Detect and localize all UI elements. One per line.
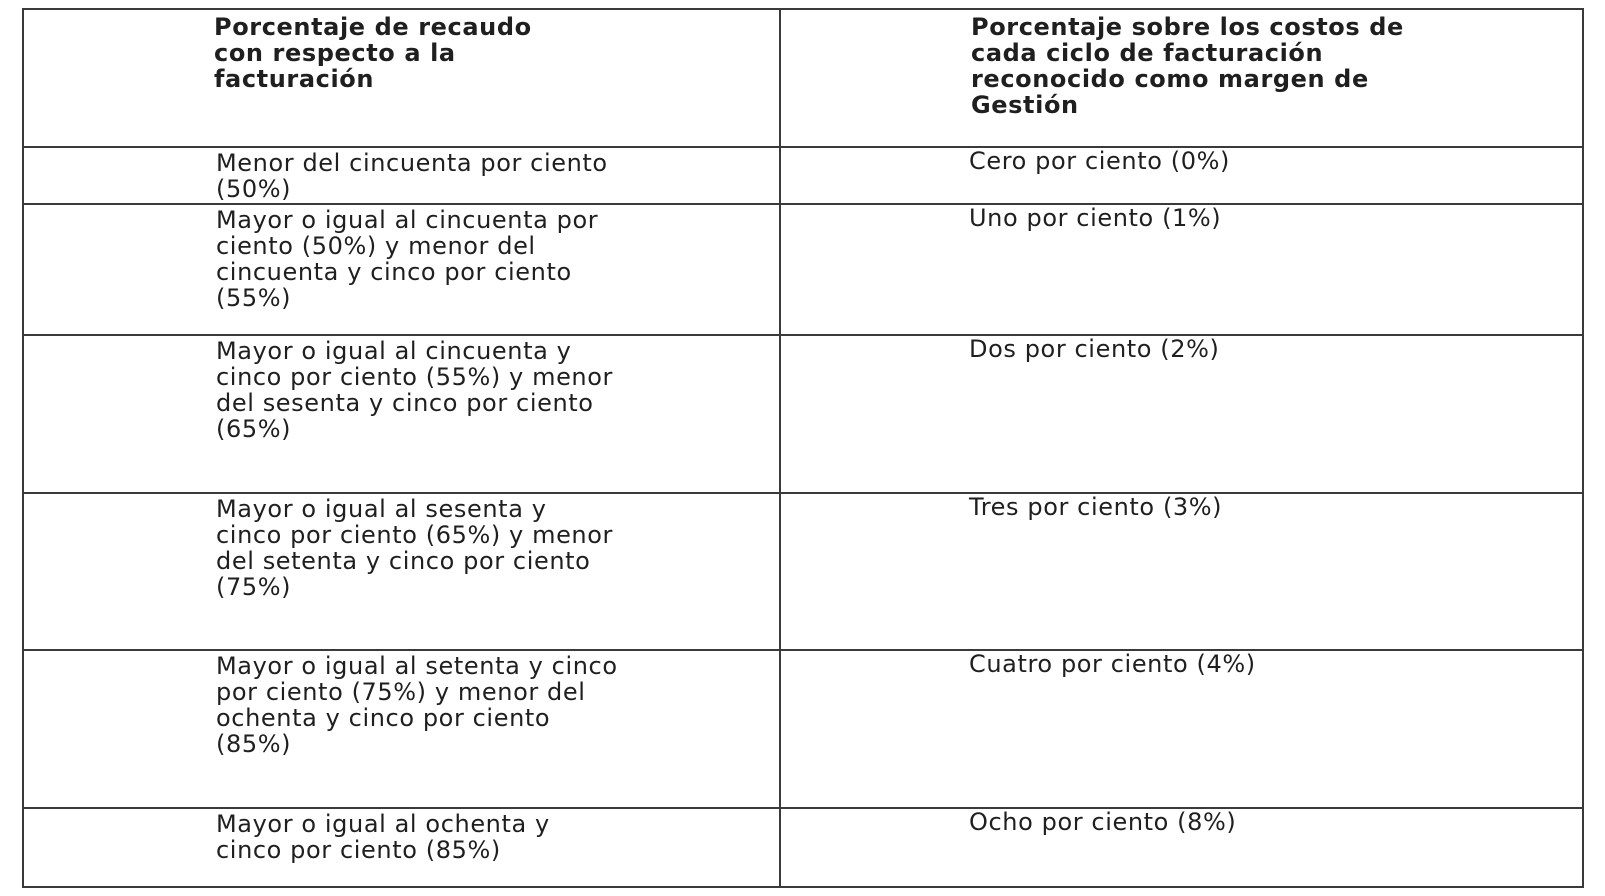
table-header-row (23, 9, 1583, 147)
margin-table (22, 8, 1584, 888)
row-range-text: Mayor o igual al cincuenta y cinco por ciento (55%) y menor del sesenta y cinco por ciento (65%) (216, 337, 613, 444)
header-cell-recaudo (23, 9, 780, 147)
row-percentage-cell (780, 650, 1583, 808)
row-range-cell (23, 493, 780, 651)
row-range-text: Mayor o igual al ochenta y cinco por ciento (85%) (216, 810, 550, 865)
table-row (23, 493, 1583, 651)
row-percentage-text: Tres por ciento (3%) (969, 492, 1223, 521)
header-cell-margen (780, 9, 1583, 147)
row-range-cell (23, 147, 780, 204)
row-range-cell (23, 650, 780, 808)
row-percentage-cell (780, 493, 1583, 651)
row-percentage-text: Cuatro por ciento (4%) (969, 650, 1256, 679)
row-percentage-text: Dos por ciento (2%) (969, 335, 1220, 364)
row-percentage-cell (780, 335, 1583, 493)
row-range-cell (23, 808, 780, 887)
row-range-text: Mayor o igual al cincuenta por ciento (50%) y menor del cincuenta y cinco por ciento (55%) (216, 205, 599, 312)
row-percentage-cell (780, 808, 1583, 887)
row-range-text: Mayor o igual al setenta y cinco por ciento (75%) y menor del ochenta y cinco por ciento (85%) (216, 652, 618, 759)
table-row (23, 204, 1583, 335)
row-percentage-text: Ocho por ciento (8%) (969, 808, 1237, 837)
table-row (23, 650, 1583, 808)
table-row (23, 808, 1583, 887)
header-label-recaudo: Porcentaje de recaudo con respecto a la facturación (214, 13, 532, 93)
row-percentage-text: Cero por ciento (0%) (969, 147, 1230, 175)
row-percentage-cell (780, 204, 1583, 335)
row-range-cell (23, 335, 780, 493)
row-range-text: Menor del cincuenta por ciento (50%) (216, 149, 608, 203)
table-row (23, 335, 1583, 493)
row-range-cell (23, 204, 780, 335)
row-range-text: Mayor o igual al sesenta y cinco por ciento (65%) y menor del setenta y cinco por ciento (75%) (216, 494, 613, 601)
header-label-margen: Porcentaje sobre los costos de cada ciclo de facturación reconocido como margen de Gestión (971, 13, 1404, 119)
row-percentage-cell (780, 147, 1583, 204)
row-percentage-text: Uno por ciento (1%) (969, 203, 1222, 232)
table-row (23, 147, 1583, 204)
